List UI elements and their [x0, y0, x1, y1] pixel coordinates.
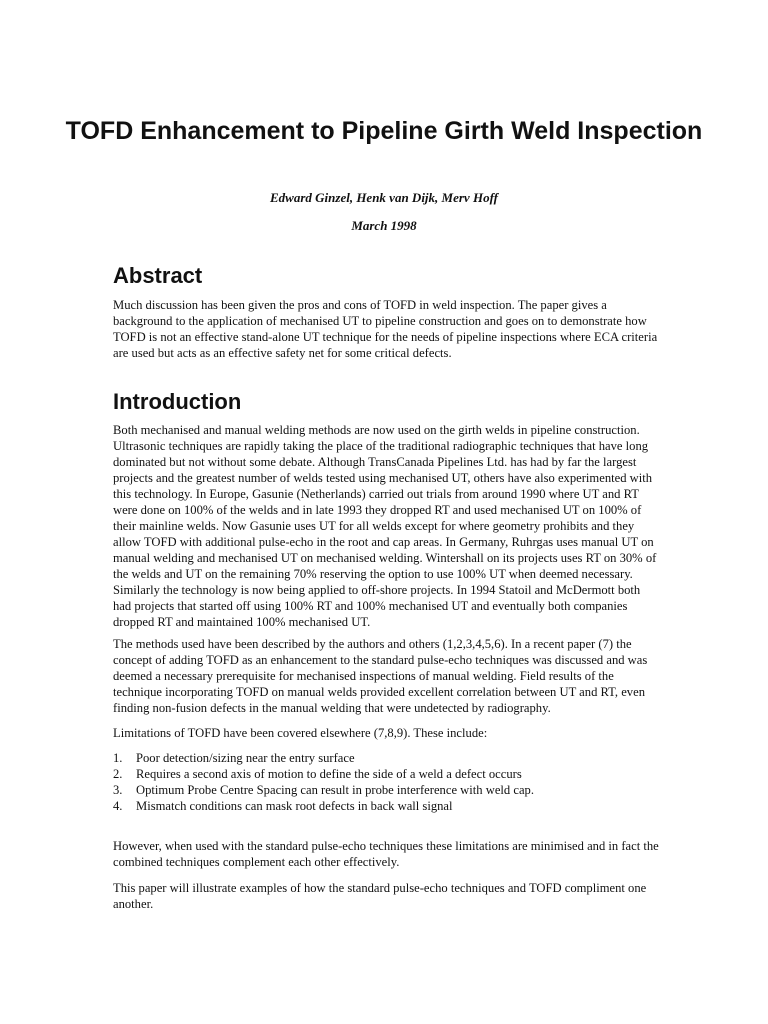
- list-item-text: Requires a second axis of motion to define the side of a weld a defect occurs: [136, 767, 522, 781]
- list-item-text: Optimum Probe Centre Spacing can result in probe interference with weld cap.: [136, 783, 534, 797]
- paper-date: March 1998: [351, 218, 417, 233]
- paper-authors: Edward Ginzel, Henk van Dijk, Merv Hoff: [270, 190, 498, 205]
- intro-paragraph-1: Both mechanised and manual welding methods are now used on the girth welds in pipeline construction. Ultrasonic techniques are rapidly taking the place of the traditional radiographic techniques that have long dominated but not without some debate. Although TransCanada Pipelines Ltd. has had by far the largest projects and the greatest number of welds tested using mechanised UT, others have also experimented with this technology. In Europe, Gasunie (Netherlands) carried out trials from around 1990 where UT and RT were done on 100% of the welds and in late 1993 they dropped RT and used mechanised UT on 100% of their mainline welds. Now Gasunie uses UT for all welds except for where geometry prohibits and they allow TOFD with additional pulse-echo in the root and cap areas. In Germany, Ruhrgas uses manual UT on manual welding and mechanised UT on mechanised welding. Wintershall on its projects uses RT on 30% of the welds and UT on the remaining 70% reserving the option to use 100% UT when deemed necessary. Similarly the technology is now being applied to off-shore projects. In 1994 Statoil and McDermott both had projects that started off using 100% RT and 100% mechanised UT and eventually both companies dropped RT and maintained 100% mechanised UT.: [113, 423, 657, 629]
- list-item-number: 4.: [113, 799, 123, 813]
- list-item: [113, 766, 661, 782]
- introduction-heading: Introduction: [113, 389, 242, 414]
- abstract-text: Much discussion has been given the pros and cons of TOFD in weld inspection. The paper gives a background to the application of mechanised UT to pipeline construction and goes on to demonstrate how TOFD is not an effective stand-alone UT technique for the needs of pipeline inspections where ECA criteria are used but acts as an effective safety net for some critical defects.: [113, 298, 658, 360]
- list-item-number: 3.: [113, 783, 123, 797]
- intro-paragraph-3: Limitations of TOFD have been covered elsewhere (7,8,9). These include:: [113, 726, 488, 740]
- list-item: [113, 750, 661, 766]
- limitations-list: [113, 750, 661, 814]
- list-item: [113, 798, 661, 814]
- list-item-text: Poor detection/sizing near the entry surface: [136, 751, 355, 765]
- list-item-number: 2.: [113, 767, 123, 781]
- list-item-text: Mismatch conditions can mask root defects in back wall signal: [136, 799, 453, 813]
- intro-paragraph-2: The methods used have been described by the authors and others (1,2,3,4,5,6). In a recent paper (7) the concept of adding TOFD as an enhancement to the standard pulse-echo techniques was discussed and was deemed a necessary prerequisite for mechanised inspections of manual welding. Field results of the technique incorporating TOFD on manual welds provided excellent correlation between UT and RT, even finding non-fusion defects in the manual welding that were undetected by radiography.: [113, 637, 648, 715]
- closing-paragraph-2: This paper will illustrate examples of how the standard pulse-echo techniques and TOFD compliment one another.: [113, 881, 647, 911]
- closing-paragraph-1: However, when used with the standard pulse-echo techniques these limitations are minimised and in fact the combined techniques complement each other effectively.: [113, 839, 659, 869]
- list-item: [113, 782, 661, 798]
- paper-title: TOFD Enhancement to Pipeline Girth Weld Inspection: [65, 117, 703, 145]
- list-item-number: 1.: [113, 751, 123, 765]
- abstract-heading: Abstract: [113, 263, 203, 288]
